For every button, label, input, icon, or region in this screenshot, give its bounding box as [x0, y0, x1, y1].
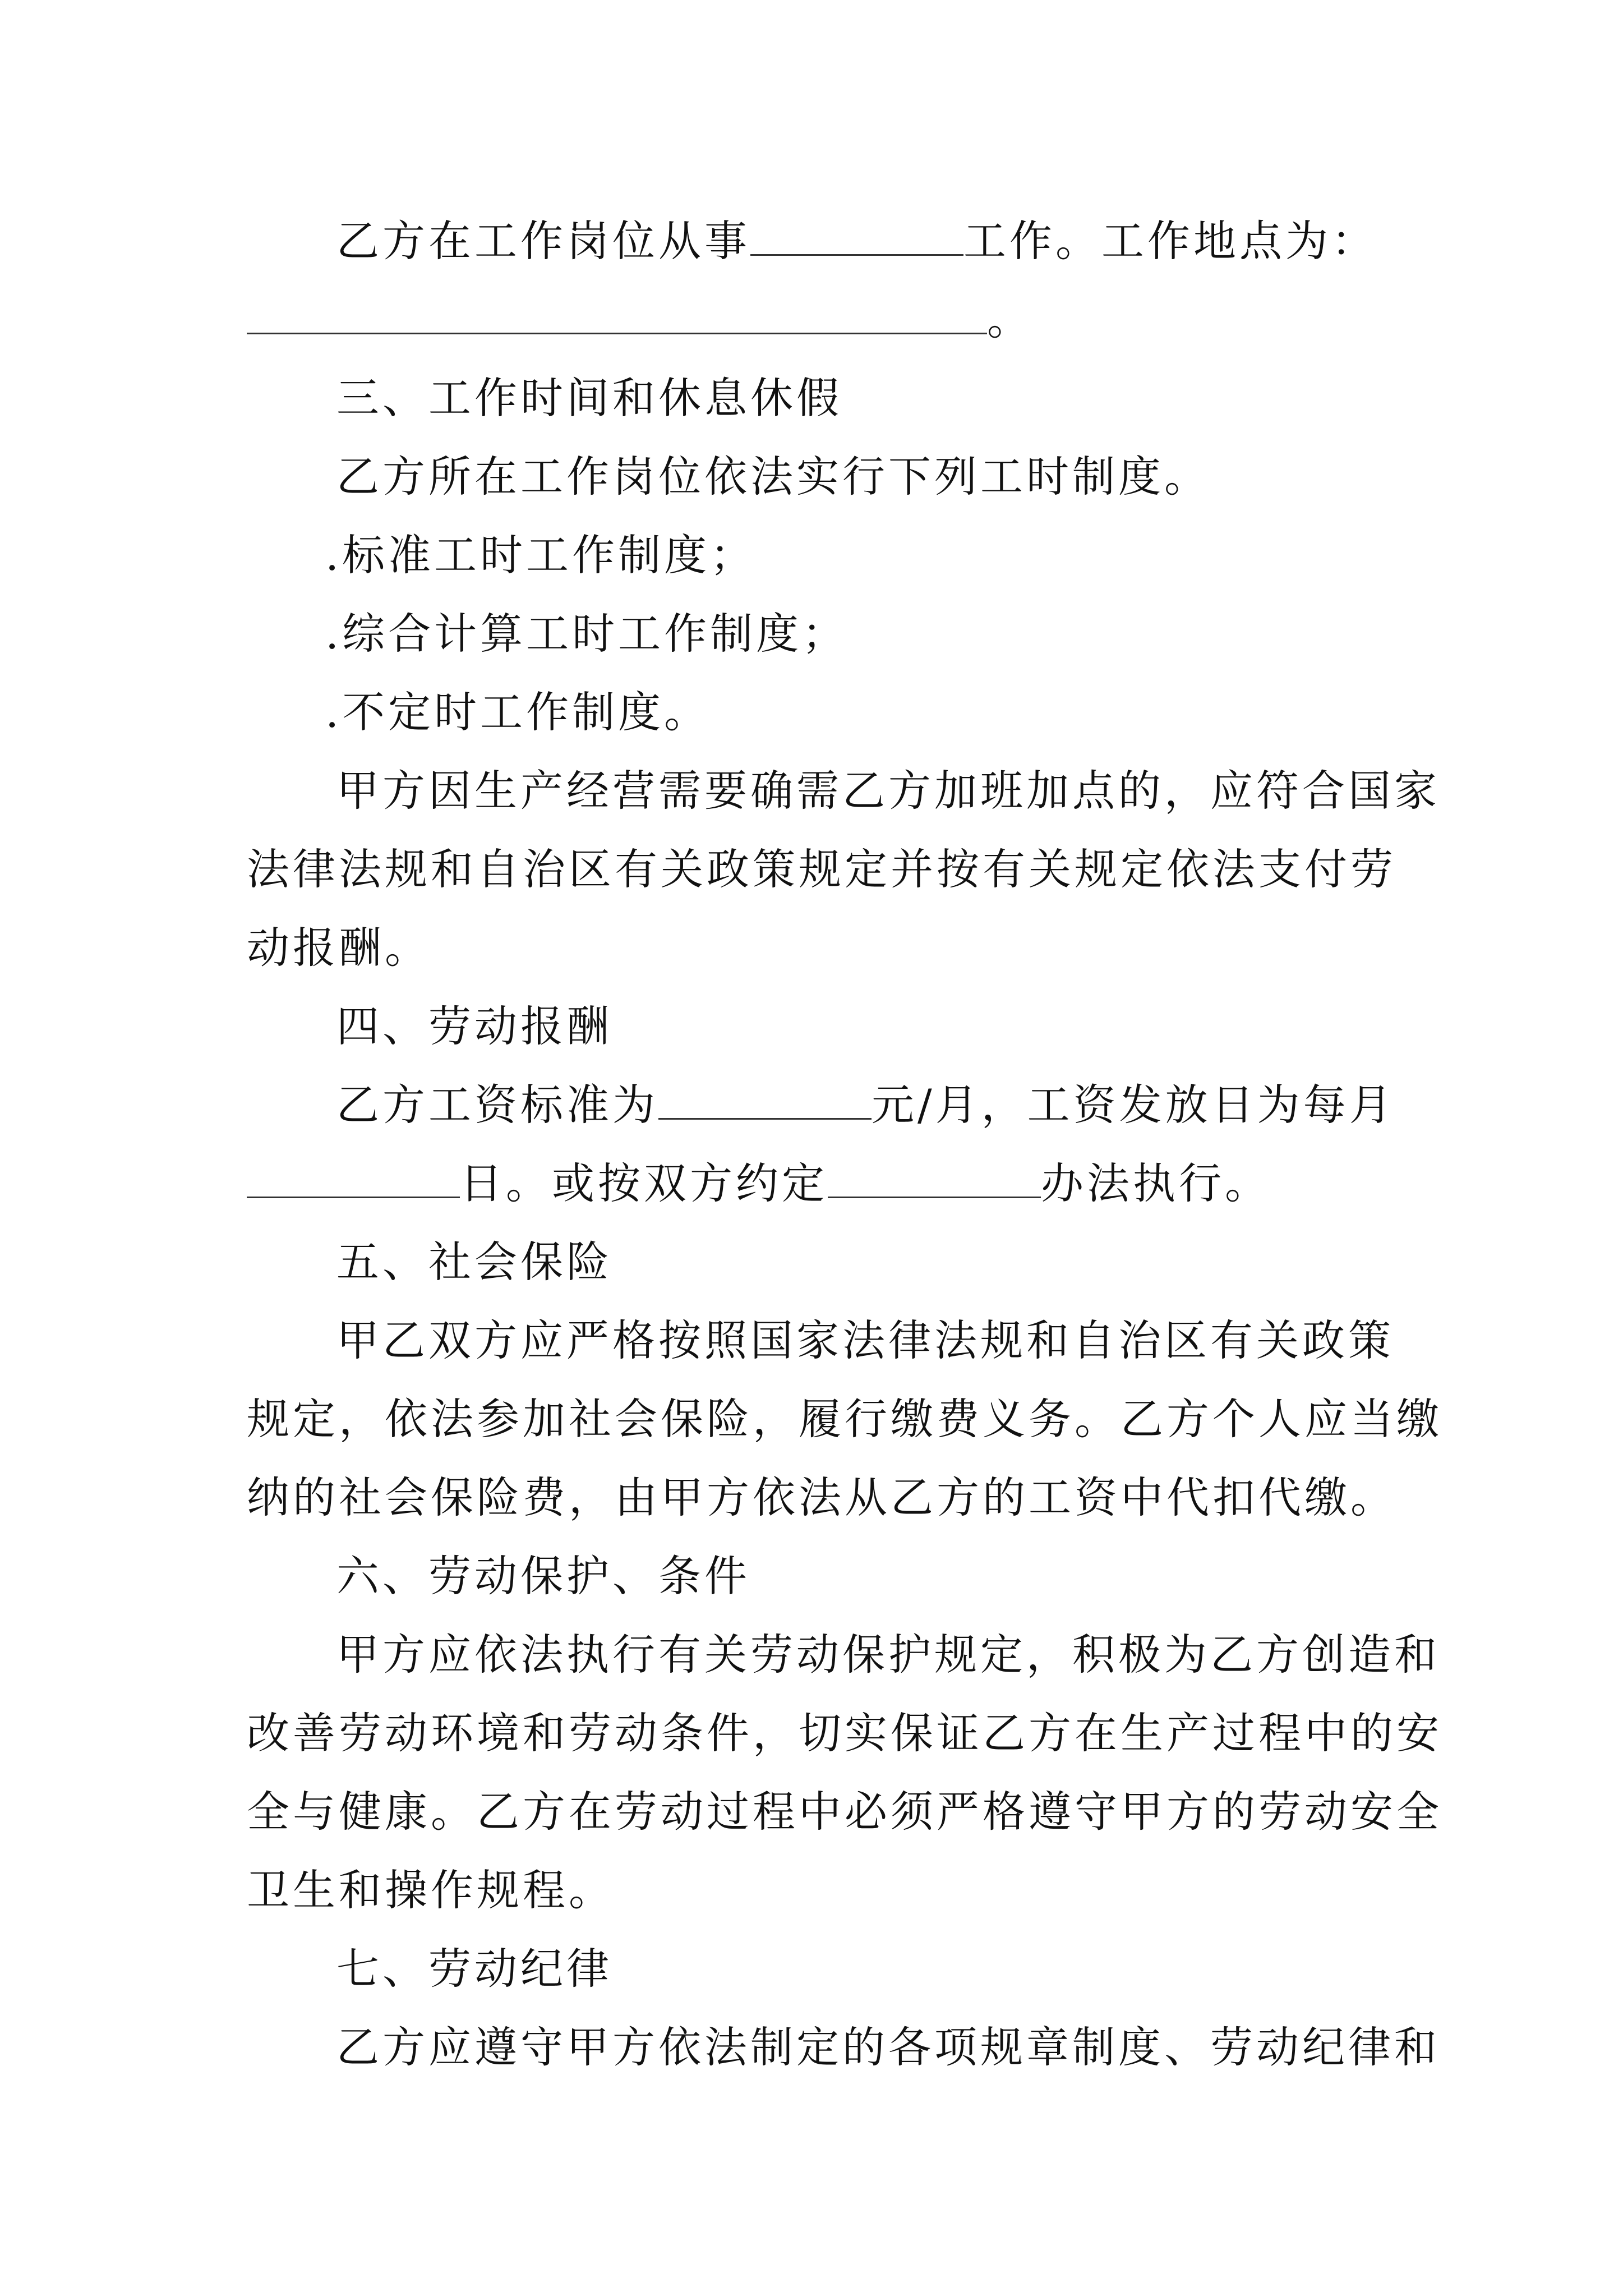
- payday-blank[interactable]: [247, 1157, 460, 1198]
- paragraph-line: 卫生和操作规程。: [247, 1865, 615, 1915]
- paragraph-line: 纳的社会保险费，由甲方依法从乙方的工资中代扣代缴。: [247, 1473, 1396, 1522]
- paragraph-line: 乙方所在工作岗位依法实行下列工时制度。: [336, 452, 1210, 501]
- option-standard-hours: .标准工时工作制度；: [325, 530, 757, 580]
- paragraph-line: 甲乙双方应严格按照国家法律法规和自治区有关政策: [336, 1315, 1394, 1365]
- wage-amount-blank[interactable]: [658, 1079, 872, 1120]
- paragraph-line: 规定，依法参加社会保险，履行缴费义务。乙方个人应当缴: [247, 1394, 1442, 1444]
- wage-line: [336, 1077, 1481, 1133]
- work-location-text: 工作。工作地点为：: [963, 216, 1377, 266]
- section-3-heading: 三、工作时间和休息休假: [336, 373, 842, 423]
- section-6-heading: 六、劳动保护、条件: [336, 1551, 750, 1601]
- paragraph-line: 乙方应遵守甲方依法制定的各项规章制度、劳动纪律和: [336, 2022, 1440, 2072]
- paragraph-line: 动报酬。: [247, 923, 431, 973]
- method-text: 办法执行。: [1041, 1158, 1271, 1208]
- wage-unit-text: 元/月，工资发放日为每月: [872, 1080, 1395, 1130]
- section-7-heading: 七、劳动纪律: [336, 1944, 612, 1994]
- payday-text: 日。或按双方约定: [460, 1158, 828, 1208]
- paragraph-line: 改善劳动环境和劳动条件，切实保证乙方在生产过程中的安: [247, 1708, 1442, 1758]
- work-post-blank[interactable]: [750, 215, 963, 256]
- work-location-line: [247, 292, 1391, 348]
- work-post-line: [336, 213, 1481, 269]
- work-location-blank[interactable]: [247, 293, 987, 334]
- paragraph-line: 法律法规和自治区有关政策规定并按有关规定依法支付劳: [247, 844, 1396, 894]
- payday-line: [247, 1156, 1391, 1212]
- paragraph-line: 甲方因生产经营需要确需乙方加班加点的，应符合国家: [336, 766, 1440, 816]
- work-post-text: 乙方在工作岗位从事: [336, 216, 750, 266]
- section-5-heading: 五、社会保险: [336, 1237, 612, 1287]
- work-location-end: 。: [987, 295, 1033, 344]
- option-flexible-hours: .不定时工作制度。: [325, 687, 711, 737]
- paragraph-line: 甲方应依法执行有关劳动保护规定，积极为乙方创造和: [336, 1630, 1440, 1680]
- option-comprehensive-hours: .综合计算工时工作制度；: [325, 609, 849, 659]
- paragraph-line: 全与健康。乙方在劳动过程中必须严格遵守甲方的劳动安全: [247, 1787, 1442, 1837]
- agreed-method-blank[interactable]: [828, 1157, 1041, 1198]
- section-4-heading: 四、劳动报酬: [336, 1001, 612, 1051]
- wage-text: 乙方工资标准为: [336, 1080, 658, 1130]
